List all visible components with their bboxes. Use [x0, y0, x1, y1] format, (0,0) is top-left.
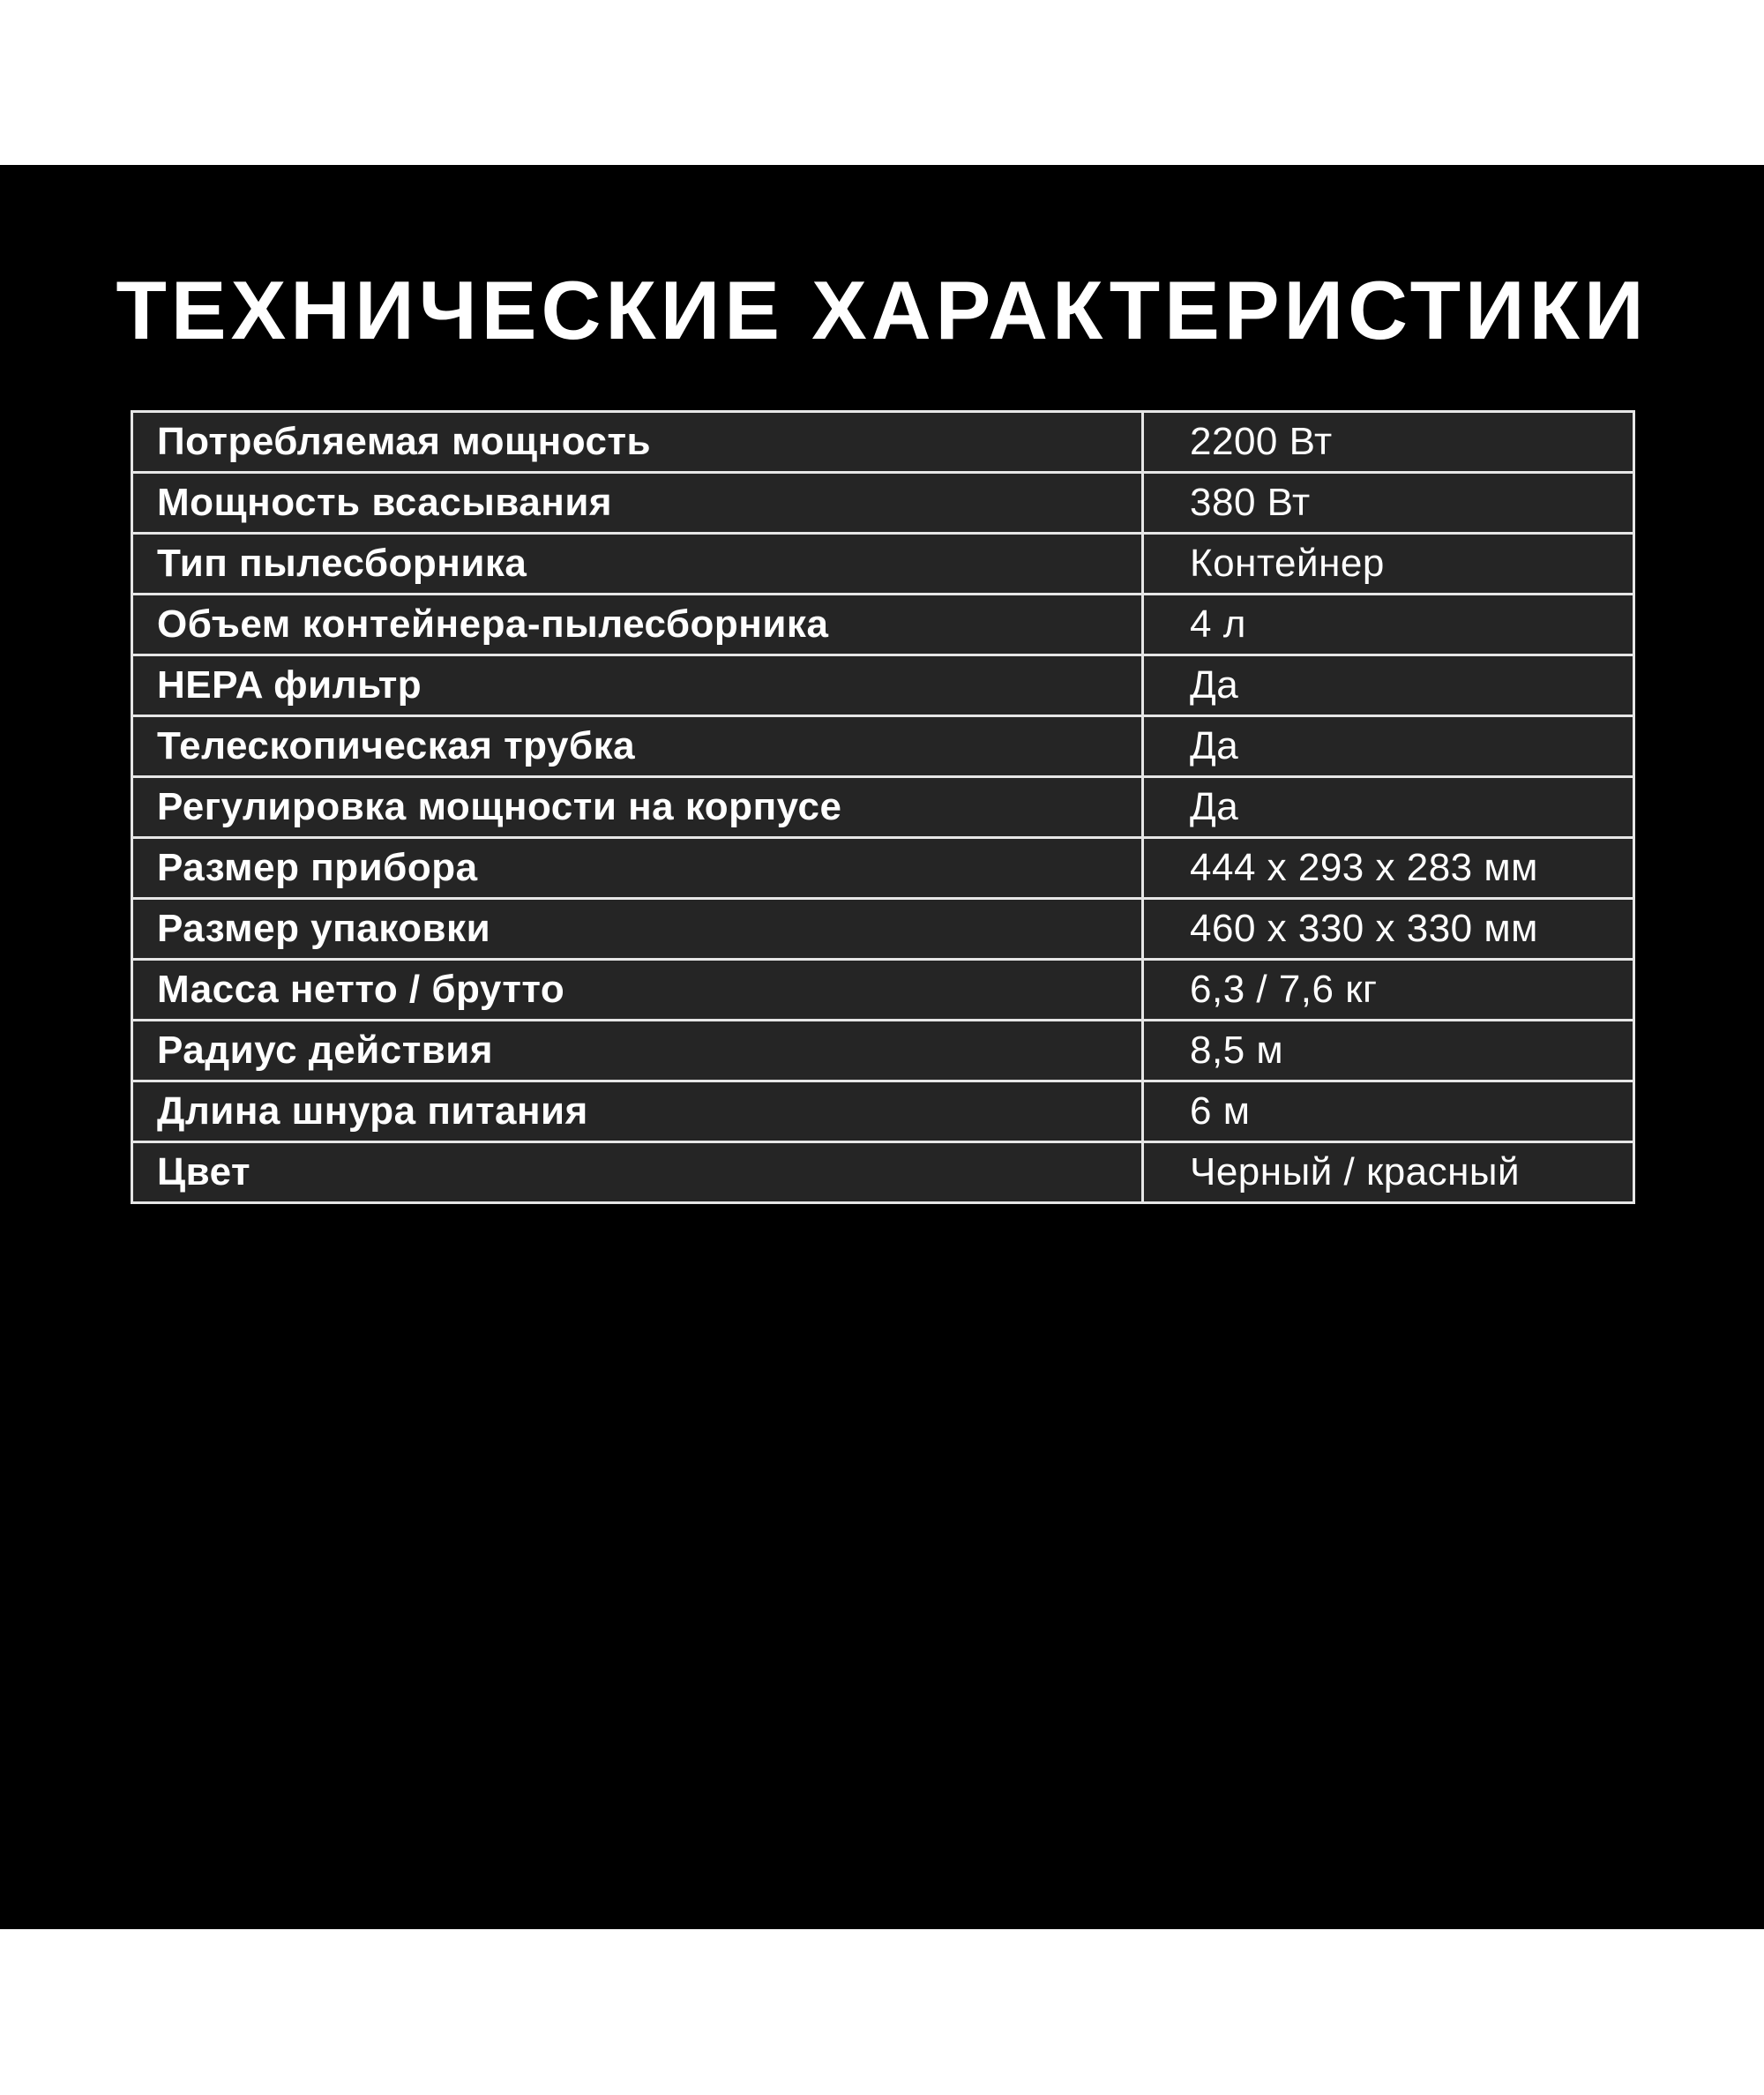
- spec-row: [132, 1081, 1634, 1142]
- spec-row: [132, 473, 1634, 534]
- spec-row: [132, 1142, 1634, 1203]
- spec-row: [132, 412, 1634, 473]
- spec-name: Мощность всасывания: [132, 473, 1143, 534]
- spec-name: Масса нетто / брутто: [132, 960, 1143, 1021]
- spec-value: 460 x 330 x 330 мм: [1143, 899, 1634, 960]
- spec-value: 2200 Вт: [1143, 412, 1634, 473]
- spec-name: Тип пылесборника: [132, 534, 1143, 595]
- spec-row: [132, 655, 1634, 716]
- spec-value: Контейнер: [1143, 534, 1634, 595]
- spec-name: Цвет: [132, 1142, 1143, 1203]
- spec-name: Телескопическая трубка: [132, 716, 1143, 777]
- specs-table: [131, 410, 1635, 1204]
- page-title: ТЕХНИЧЕСКИЕ ХАРАКТЕРИСТИКИ: [116, 264, 1648, 356]
- spec-row: [132, 777, 1634, 838]
- spec-name: Объем контейнера-пылесборника: [132, 595, 1143, 655]
- spec-name: Размер прибора: [132, 838, 1143, 899]
- spec-name: Регулировка мощности на корпусе: [132, 777, 1143, 838]
- spec-name: HEPA фильтр: [132, 655, 1143, 716]
- spec-name: Размер упаковки: [132, 899, 1143, 960]
- spec-row: [132, 534, 1634, 595]
- spec-value: Да: [1143, 777, 1634, 838]
- spec-name: Потребляемая мощность: [132, 412, 1143, 473]
- spec-value: 380 Вт: [1143, 473, 1634, 534]
- spec-row: [132, 716, 1634, 777]
- spec-value: Да: [1143, 655, 1634, 716]
- spec-name: Радиус действия: [132, 1021, 1143, 1081]
- spec-row: [132, 595, 1634, 655]
- spec-value: 6,3 / 7,6 кг: [1143, 960, 1634, 1021]
- spec-row: [132, 1021, 1634, 1081]
- spec-value: 444 x 293 x 283 мм: [1143, 838, 1634, 899]
- spec-row: [132, 838, 1634, 899]
- spec-value: 4 л: [1143, 595, 1634, 655]
- spec-row: [132, 960, 1634, 1021]
- spec-value: 6 м: [1143, 1081, 1634, 1142]
- spec-name: Длина шнура питания: [132, 1081, 1143, 1142]
- spec-row: [132, 899, 1634, 960]
- spec-value: Черный / красный: [1143, 1142, 1634, 1203]
- spec-value: Да: [1143, 716, 1634, 777]
- spec-value: 8,5 м: [1143, 1021, 1634, 1081]
